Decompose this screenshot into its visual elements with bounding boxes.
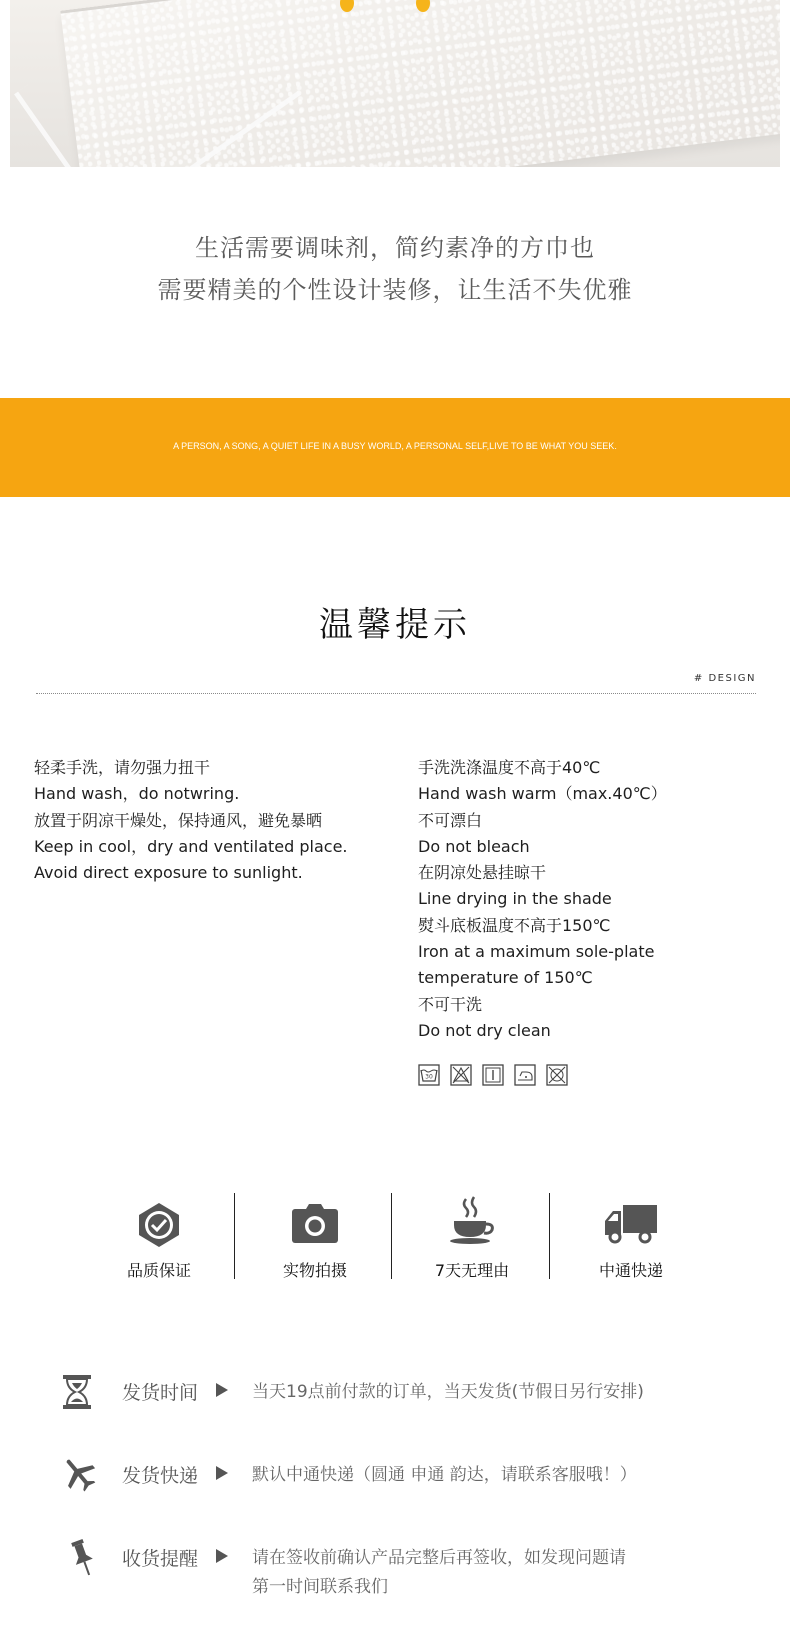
badge-zto-express bbox=[552, 1193, 710, 1281]
quote-banner bbox=[0, 398, 790, 497]
info-row-receipt bbox=[60, 1540, 760, 1600]
care-note: Do not bleach bbox=[418, 836, 530, 856]
care-note: Iron at a maximum sole-plate bbox=[418, 942, 655, 962]
care-note: Hand wash warm（max.40℃） bbox=[418, 784, 667, 804]
design-tag: # DESIGN bbox=[693, 673, 756, 684]
separator bbox=[234, 1193, 235, 1279]
care-note: Keep in cool，dry and ventilated place. bbox=[34, 836, 348, 856]
care-note: Hand wash，do notwring. bbox=[34, 784, 240, 804]
info-row-ship-time bbox=[60, 1374, 760, 1434]
badge-label: 品质保证 bbox=[126, 1261, 191, 1280]
triangle-right-icon bbox=[216, 1549, 228, 1563]
slogan-line-1: 生活需要调味剂，简约素净的方巾也 bbox=[195, 234, 595, 262]
separator bbox=[391, 1193, 392, 1279]
badge-label: 中通快递 bbox=[598, 1261, 663, 1280]
dotted-divider bbox=[36, 693, 756, 694]
slogan-line-2: 需要精美的个性设计装修，让生活不失优雅 bbox=[157, 276, 633, 304]
care-note: 手洗洗涤温度不高于40℃ bbox=[418, 758, 601, 777]
care-notes-left bbox=[34, 755, 348, 886]
care-note: temperature of 150℃ bbox=[418, 968, 593, 988]
info-key: 发货时间 bbox=[122, 1382, 199, 1404]
care-note: Line drying in the shade bbox=[418, 889, 612, 909]
line-dry-icon bbox=[482, 1064, 504, 1086]
badge-label: 7天无理由 bbox=[434, 1261, 510, 1280]
pushpin-icon bbox=[66, 1538, 100, 1578]
info-value-line: 当天19点前付款的订单，当天发货(节假日另行安排) bbox=[252, 1382, 644, 1402]
badge-label: 实物拍摄 bbox=[282, 1261, 347, 1280]
care-note: 在阴凉处悬挂晾干 bbox=[418, 863, 547, 883]
badge-quality bbox=[80, 1193, 238, 1281]
care-note: 熨斗底板温度不高于150℃ bbox=[418, 915, 611, 935]
care-note: 不可漂白 bbox=[418, 810, 483, 830]
no-dry-clean-icon bbox=[546, 1064, 568, 1086]
info-value bbox=[252, 1544, 722, 1602]
care-note: Avoid direct exposure to sunlight. bbox=[34, 863, 303, 883]
no-bleach-icon bbox=[450, 1064, 472, 1086]
svg-text:30: 30 bbox=[425, 1073, 433, 1081]
care-note: 放置于阴凉干燥处，保持通风，避免暴晒 bbox=[34, 810, 323, 830]
care-note: Do not dry clean bbox=[418, 1020, 551, 1040]
service-badges bbox=[80, 1193, 710, 1281]
separator bbox=[549, 1193, 550, 1279]
coffee-cup-icon bbox=[446, 1195, 498, 1247]
badge-7-day-return bbox=[393, 1193, 551, 1281]
care-symbols bbox=[418, 1064, 568, 1086]
info-value-line: 默认中通快递（圆通 申通 韵达，请联系客服哦！） bbox=[252, 1465, 637, 1485]
airplane-icon bbox=[60, 1455, 98, 1493]
info-value-line: 第一时间联系我们 bbox=[252, 1577, 388, 1597]
badge-real-photo bbox=[236, 1193, 394, 1281]
care-notes-right bbox=[418, 755, 667, 1044]
info-value bbox=[252, 1461, 722, 1490]
care-note: 不可干洗 bbox=[418, 994, 483, 1014]
info-value-line: 请在签收前确认产品完整后再签收，如发现问题请 bbox=[252, 1548, 626, 1568]
triangle-right-icon bbox=[216, 1383, 228, 1397]
info-key: 发货快递 bbox=[122, 1465, 199, 1487]
info-key: 收货提醒 bbox=[122, 1548, 199, 1570]
product-photo bbox=[10, 0, 780, 167]
truck-icon bbox=[603, 1201, 659, 1247]
tips-title: 温馨提示 bbox=[319, 605, 471, 645]
info-value bbox=[252, 1378, 722, 1407]
camera-icon bbox=[290, 1201, 340, 1247]
wash-30-icon bbox=[418, 1064, 440, 1086]
banner-text: A PERSON, A SONG, A QUIET LIFE IN A BUSY WORLD, A PERSONAL SELF,LIVE TO BE WHAT YOU SEEK. bbox=[173, 441, 617, 451]
care-note: 轻柔手洗，请勿强力扭干 bbox=[34, 758, 211, 777]
iron-icon bbox=[514, 1064, 536, 1086]
info-row-express bbox=[60, 1457, 760, 1517]
triangle-right-icon bbox=[216, 1466, 228, 1480]
shield-check-icon bbox=[135, 1201, 183, 1249]
hourglass-icon bbox=[60, 1374, 94, 1410]
